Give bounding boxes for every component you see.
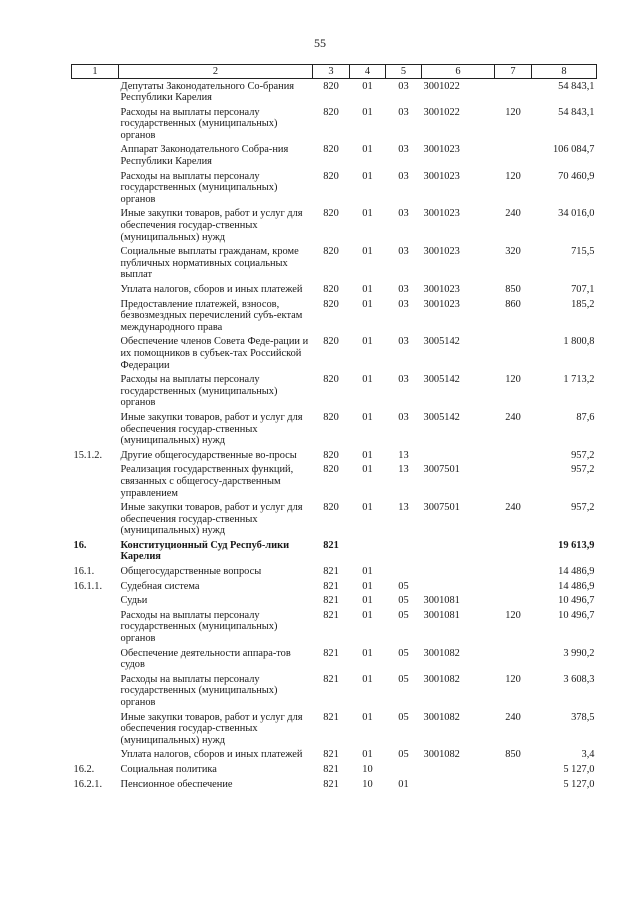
subsection-code-cell: 05 (398, 749, 409, 761)
amount-cell: 34 016,0 (558, 208, 595, 220)
item-name-cell: Иные закупки товаров, работ и услуг для обеспечения государ-ственных (муниципальных) нужд (120, 208, 303, 243)
expense-type-code-cell: 240 (505, 502, 521, 514)
ministry-code-cell: 820 (323, 464, 339, 476)
amount-cell: 957,2 (571, 464, 595, 476)
table-row (72, 538, 597, 564)
item-number-cell: 16.1. (73, 566, 95, 578)
target-article-code-cell: 3007501 (423, 502, 460, 514)
table-body (72, 79, 597, 792)
item-name-cell: Уплата налогов, сборов и иных платежей (120, 749, 303, 761)
target-article-code-cell: 3007501 (423, 464, 460, 476)
budget-table (71, 64, 597, 792)
target-article-code-cell: 3001023 (423, 170, 460, 182)
subsection-code-cell: 05 (398, 595, 409, 607)
table-row (72, 207, 597, 245)
amount-cell: 10 496,7 (558, 609, 595, 621)
table-row (72, 410, 597, 448)
table-row (72, 297, 597, 335)
item-number-cell (72, 79, 119, 106)
amount-cell: 14 486,9 (558, 566, 595, 578)
table-row (72, 79, 597, 106)
section-code-cell: 01 (362, 80, 373, 92)
section-code-cell: 10 (362, 778, 373, 790)
amount-cell: 14 486,9 (558, 580, 595, 592)
target-article-code-cell: 3001022 (423, 106, 460, 118)
target-article-code-cell: 3001023 (423, 284, 460, 295)
expense-type-code-cell (495, 762, 532, 777)
column-header: 1 (72, 65, 119, 79)
expense-type-code-cell: 240 (505, 711, 521, 723)
item-number-cell (72, 105, 119, 143)
table-row (72, 594, 597, 609)
amount-cell: 3,4 (581, 749, 595, 761)
expense-type-code-cell: 120 (505, 609, 521, 621)
amount-cell: 185,2 (571, 298, 595, 310)
section-code-cell: 01 (362, 298, 373, 310)
target-article-code-cell (422, 579, 495, 594)
amount-cell: 70 460,9 (558, 170, 595, 182)
table-row (72, 335, 597, 373)
item-name-cell: Депутаты Законодательного Со-брания Республики Карелия (120, 80, 295, 104)
table-row (72, 710, 597, 748)
ministry-code-cell: 821 (323, 749, 339, 761)
expense-type-code-cell (495, 565, 532, 580)
expense-type-code-cell: 120 (505, 106, 521, 118)
item-name-cell: Расходы на выплаты персоналу государственных (муниципальных) органов (120, 609, 278, 645)
amount-cell: 106 084,7 (552, 144, 595, 156)
ministry-code-cell: 821 (323, 673, 339, 685)
item-number-cell (72, 297, 119, 335)
subsection-code-cell: 03 (398, 411, 409, 423)
target-article-code-cell: 3001081 (423, 609, 460, 621)
item-name-cell: Судебная система (120, 580, 200, 592)
item-name-cell: Общегосударственные вопросы (120, 566, 262, 578)
table-row (72, 245, 597, 283)
subsection-code-cell: 05 (398, 673, 409, 685)
item-number-cell: 16. (73, 539, 87, 551)
target-article-code-cell: 3001022 (423, 80, 460, 92)
section-code-cell: 01 (362, 449, 373, 461)
amount-cell: 707,1 (571, 284, 595, 295)
subsection-code-cell: 13 (398, 449, 409, 461)
ministry-code-cell: 820 (323, 208, 339, 220)
item-number-cell: 15.1.2. (73, 449, 103, 461)
column-header: 2 (119, 65, 313, 79)
target-article-code-cell: 3001023 (423, 208, 460, 220)
item-number-cell (72, 672, 119, 710)
item-name-cell: Иные закупки товаров, работ и услуг для обеспечения государ-ственных (муниципальных) нужд (120, 502, 303, 537)
item-name-cell: Расходы на выплаты персоналу государственных (муниципальных) органов (120, 170, 278, 205)
section-code-cell: 01 (362, 411, 373, 423)
ministry-code-cell: 821 (323, 539, 339, 551)
expense-type-code-cell (495, 594, 532, 609)
expense-type-code-cell (495, 538, 532, 564)
amount-cell: 378,5 (571, 711, 595, 723)
section-code-cell: 01 (362, 464, 373, 476)
table-row (72, 105, 597, 143)
table-row (72, 672, 597, 710)
column-header: 5 (386, 65, 422, 79)
target-article-code-cell: 3005142 (423, 411, 460, 423)
section-code-cell: 01 (362, 711, 373, 723)
subsection-code-cell (386, 565, 422, 580)
item-number-cell (72, 608, 119, 646)
amount-cell: 19 613,9 (558, 539, 595, 551)
item-name-cell: Аппарат Законодательного Собра-ния Республики Карелия (120, 144, 289, 168)
subsection-code-cell: 05 (398, 609, 409, 621)
target-article-code-cell: 3001082 (423, 673, 460, 685)
section-code-cell: 01 (362, 673, 373, 685)
section-code-cell: 01 (362, 374, 373, 386)
item-number-cell (72, 501, 119, 539)
target-article-code-cell (422, 777, 495, 792)
subsection-code-cell: 13 (398, 502, 409, 514)
section-code-cell: 10 (362, 763, 373, 775)
table-row (72, 646, 597, 672)
ministry-code-cell: 821 (323, 711, 339, 723)
target-article-code-cell (422, 565, 495, 580)
subsection-code-cell: 05 (398, 580, 409, 592)
item-name-cell: Социальная политика (120, 763, 217, 775)
ministry-code-cell: 821 (323, 566, 339, 578)
subsection-code-cell: 03 (398, 170, 409, 182)
target-article-code-cell: 3001081 (423, 595, 460, 607)
target-article-code-cell: 3001023 (423, 298, 460, 310)
target-article-code-cell: 3001023 (423, 246, 460, 258)
section-code-cell: 01 (362, 566, 373, 578)
item-number-cell (72, 245, 119, 283)
table-header-row (72, 65, 597, 79)
expense-type-code-cell: 120 (505, 374, 521, 386)
subsection-code-cell: 03 (398, 246, 409, 258)
target-article-code-cell: 3005142 (423, 374, 460, 386)
subsection-code-cell: 03 (398, 374, 409, 386)
section-code-cell: 01 (362, 284, 373, 295)
page-number: 55 (314, 36, 326, 50)
ministry-code-cell: 820 (323, 144, 339, 156)
target-article-code-cell: 3005142 (423, 336, 460, 348)
item-number-cell (72, 410, 119, 448)
item-number-cell: 16.2.1. (73, 778, 103, 790)
target-article-code-cell: 3001082 (423, 647, 460, 659)
table-row (72, 777, 597, 792)
ministry-code-cell: 821 (323, 609, 339, 621)
item-number-cell (72, 169, 119, 207)
item-name-cell: Иные закупки товаров, работ и услуг для обеспечения государ-ственных (муниципальных) нужд (120, 711, 303, 746)
amount-cell: 54 843,1 (558, 80, 595, 92)
item-number-cell (72, 594, 119, 609)
item-name-cell: Иные закупки товаров, работ и услуг для обеспечения государ-ственных (муниципальных) нужд (120, 411, 303, 447)
amount-cell: 3 990,2 (563, 647, 595, 659)
table-row (72, 608, 597, 646)
section-code-cell: 01 (362, 609, 373, 621)
item-name-cell: Судьи (120, 595, 148, 607)
expense-type-code-cell: 850 (505, 284, 521, 295)
expense-type-code-cell (495, 79, 532, 106)
item-number-cell: 16.2. (73, 763, 95, 775)
item-name-cell: Расходы на выплаты персоналу государственных (муниципальных) органов (120, 673, 278, 708)
amount-cell: 1 713,2 (563, 374, 595, 386)
item-number-cell (72, 143, 119, 169)
expense-type-code-cell: 860 (505, 298, 521, 310)
expense-type-code-cell (495, 143, 532, 169)
subsection-code-cell: 03 (398, 298, 409, 310)
expense-type-code-cell: 120 (505, 170, 521, 182)
target-article-code-cell (422, 762, 495, 777)
item-name-cell: Социальные выплаты гражданам, кроме публичных нормативных социальных выплат (120, 246, 299, 281)
amount-cell: 957,2 (571, 502, 595, 514)
subsection-code-cell: 03 (398, 284, 409, 295)
item-name-cell: Уплата налогов, сборов и иных платежей (120, 284, 303, 295)
subsection-code-cell: 03 (398, 106, 409, 118)
item-number-cell (72, 283, 119, 298)
column-header: 4 (350, 65, 386, 79)
ministry-code-cell: 821 (323, 580, 339, 592)
ministry-code-cell: 820 (323, 246, 339, 258)
table-row (72, 762, 597, 777)
table-row (72, 283, 597, 298)
item-name-cell: Предоставление платежей, взносов, безвозмездных перечислений субъ-ектам международного права (120, 298, 303, 333)
subsection-code-cell: 13 (398, 464, 409, 476)
table-row (72, 501, 597, 539)
ministry-code-cell: 820 (323, 80, 339, 92)
section-code-cell: 01 (362, 246, 373, 258)
expense-type-code-cell: 320 (505, 246, 521, 258)
table-row (72, 579, 597, 594)
expense-type-code-cell (495, 463, 532, 501)
ministry-code-cell: 821 (323, 778, 339, 790)
amount-cell: 1 800,8 (563, 336, 595, 348)
item-number-cell (72, 207, 119, 245)
subsection-code-cell (386, 538, 422, 564)
ministry-code-cell: 820 (323, 170, 339, 182)
ministry-code-cell: 820 (323, 411, 339, 423)
section-code-cell: 01 (362, 144, 373, 156)
item-name-cell: Обеспечение деятельности аппара-тов судов (120, 647, 291, 671)
expense-type-code-cell: 240 (505, 411, 521, 423)
column-header: 3 (313, 65, 350, 79)
expense-type-code-cell (495, 579, 532, 594)
target-article-code-cell: 3001082 (423, 711, 460, 723)
amount-cell: 957,2 (571, 449, 595, 461)
section-code-cell: 01 (362, 170, 373, 182)
item-name-cell: Обеспечение членов Совета Феде-рации и их помощников в субъек-тах Российской Федерации (120, 336, 309, 371)
subsection-code-cell: 05 (398, 647, 409, 659)
column-header: 7 (495, 65, 532, 79)
expense-type-code-cell: 120 (505, 673, 521, 685)
item-name-cell: Конституционный Суд Респуб-лики Карелия (120, 539, 290, 563)
section-code-cell: 01 (362, 336, 373, 348)
amount-cell: 87,6 (576, 411, 595, 423)
section-code-cell: 01 (362, 647, 373, 659)
item-number-cell (72, 463, 119, 501)
expense-type-code-cell: 240 (505, 208, 521, 220)
subsection-code-cell (386, 762, 422, 777)
ministry-code-cell: 820 (323, 374, 339, 386)
item-name-cell: Расходы на выплаты персоналу государственных (муниципальных) органов (120, 374, 278, 409)
target-article-code-cell (422, 538, 495, 564)
item-name-cell: Пенсионное обеспечение (120, 778, 233, 790)
expense-type-code-cell: 850 (505, 749, 521, 761)
subsection-code-cell: 03 (398, 208, 409, 220)
table-row (72, 373, 597, 411)
expense-type-code-cell (495, 335, 532, 373)
ministry-code-cell: 820 (323, 336, 339, 348)
table-row (72, 143, 597, 169)
ministry-code-cell: 821 (323, 595, 339, 607)
table-row (72, 169, 597, 207)
item-name-cell: Другие общегосударственные во-просы (120, 449, 297, 461)
ministry-code-cell: 821 (323, 647, 339, 659)
section-code-cell: 01 (362, 595, 373, 607)
subsection-code-cell: 03 (398, 336, 409, 348)
subsection-code-cell: 03 (398, 80, 409, 92)
ministry-code-cell: 820 (323, 449, 339, 461)
table-row (72, 463, 597, 501)
item-number-cell: 16.1.1. (73, 580, 103, 592)
item-number-cell (72, 373, 119, 411)
expense-type-code-cell (495, 448, 532, 463)
expense-type-code-cell (495, 777, 532, 792)
amount-cell: 54 843,1 (558, 106, 595, 118)
column-header: 8 (532, 65, 597, 79)
item-number-cell (72, 335, 119, 373)
target-article-code-cell: 3001023 (423, 144, 460, 156)
ministry-code-cell: 820 (323, 284, 339, 295)
section-code-cell: 01 (362, 502, 373, 514)
item-name-cell: Реализация государственных функций, связанных с общегосу-дарственным управлением (120, 464, 294, 499)
target-article-code-cell: 3001082 (423, 749, 460, 761)
amount-cell: 3 608,3 (563, 673, 595, 685)
amount-cell: 715,5 (571, 246, 595, 258)
ministry-code-cell: 820 (323, 106, 339, 118)
item-number-cell (72, 748, 119, 763)
amount-cell: 5 127,0 (563, 763, 595, 775)
subsection-code-cell: 05 (398, 711, 409, 723)
section-code-cell: 01 (362, 208, 373, 220)
item-number-cell (72, 646, 119, 672)
amount-cell: 10 496,7 (558, 595, 595, 607)
ministry-code-cell: 820 (323, 502, 339, 514)
item-name-cell: Расходы на выплаты персоналу государственных (муниципальных) органов (120, 106, 278, 141)
subsection-code-cell: 03 (398, 144, 409, 156)
section-code-cell: 01 (362, 106, 373, 118)
item-number-cell (72, 710, 119, 748)
table-row (72, 448, 597, 463)
table-row (72, 565, 597, 580)
ministry-code-cell: 820 (323, 298, 339, 310)
column-header: 6 (422, 65, 495, 79)
ministry-code-cell: 821 (323, 763, 339, 775)
section-code-cell: 01 (362, 580, 373, 592)
section-code-cell (350, 538, 386, 564)
table-row (72, 748, 597, 763)
section-code-cell: 01 (362, 749, 373, 761)
expense-type-code-cell (495, 646, 532, 672)
amount-cell: 5 127,0 (563, 778, 595, 790)
subsection-code-cell: 01 (398, 778, 409, 790)
target-article-code-cell (422, 448, 495, 463)
